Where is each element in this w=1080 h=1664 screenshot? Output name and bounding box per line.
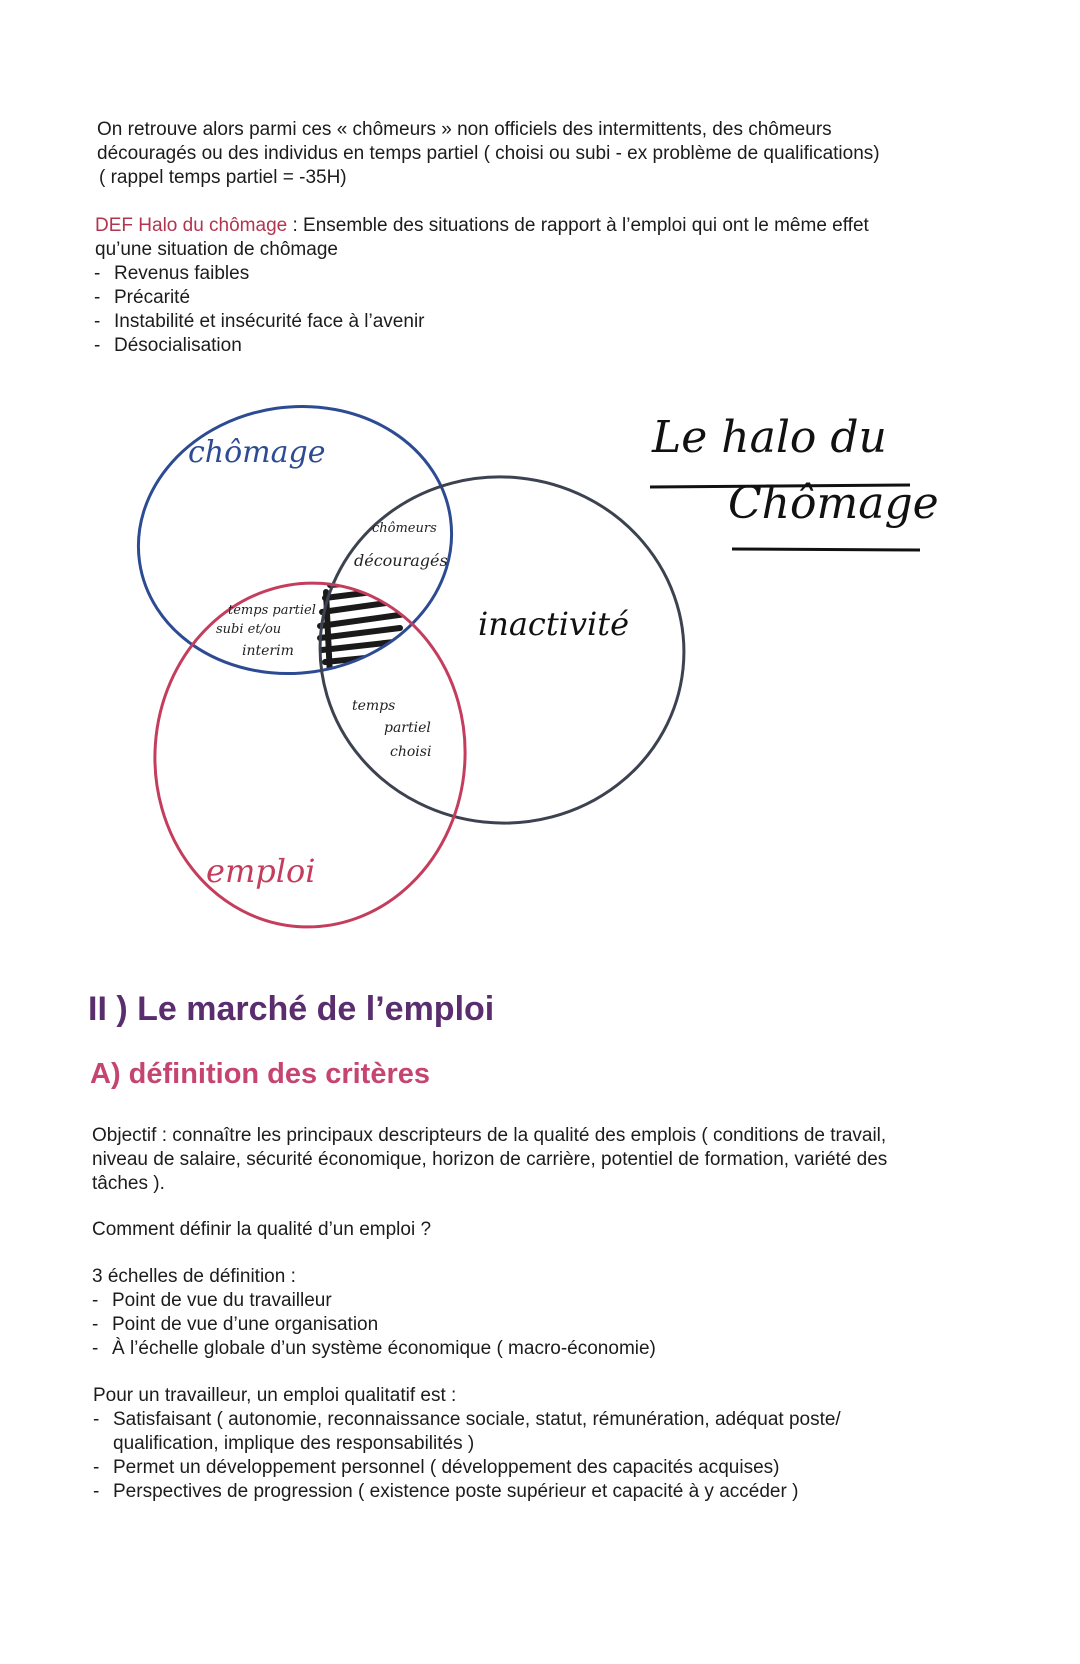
section-title: II ) Le marché de l’emploi	[88, 990, 495, 1028]
intro-line-2: découragés ou des individus en temps partiel ( choisi ou subi - ex problème de qualifications)	[97, 143, 880, 164]
definition-list	[92, 262, 692, 358]
echelle-item: - Point de vue d’une organisation	[90, 1313, 990, 1337]
label-chomage: chômage	[188, 435, 326, 470]
definition-item: - Instabilité et insécurité face à l’avenir	[92, 310, 692, 334]
label-chomeurs: chômeurs	[372, 521, 437, 536]
objectif-line-2: niveau de salaire, sécurité économique, horizon de carrière, potentiel de formation, variété des	[92, 1149, 888, 1170]
intro-line-3: ( rappel temps partiel = -35H)	[99, 167, 347, 188]
definition-item: - Désocialisation	[92, 334, 692, 358]
label-temps-partiel-subi-1: temps partiel	[228, 603, 316, 618]
echelles-list-block	[90, 1289, 990, 1361]
chomage-circle	[121, 386, 469, 693]
objectif-line-1: Objectif : connaître les principaux descripteurs de la qualité des emplois ( conditions de travail,	[92, 1125, 887, 1146]
travailleur-item-1-line-2: qualification, implique des responsabilités )	[113, 1433, 475, 1454]
objectif-line-3: tâches ).	[92, 1173, 165, 1194]
triple-intersection-hatch	[320, 580, 408, 680]
intro-line-1: On retrouve alors parmi ces « chômeurs » non officiels des intermittents, des chômeurs	[97, 119, 832, 140]
label-temps-partiel-subi-2: subi et/ou	[216, 622, 282, 637]
travailleur-item-1-line-1: - Satisfaisant ( autonomie, reconnaissance sociale, statut, rémunération, adéquat poste/	[113, 1409, 841, 1430]
hatch-group	[320, 580, 408, 680]
halo-venn-diagram	[0, 380, 1080, 960]
inactivite-circle	[303, 459, 701, 841]
echelle-item: - À l’échelle globale d’un système économique ( macro-économie)	[90, 1337, 990, 1361]
label-temps-partiel-subi-3: interim	[242, 643, 294, 659]
travailleur-item: - Permet un développement personnel ( développement des capacités acquises)	[91, 1456, 991, 1480]
travailleur-item	[91, 1408, 991, 1456]
definition-line-2: qu’une situation de chômage	[95, 239, 338, 260]
definition-label: DEF Halo du chômage	[95, 215, 288, 236]
question-line: Comment définir la qualité d’un emploi ?	[92, 1219, 432, 1240]
definition-text: : Ensemble des situations de rapport à l’emploi qui ont le même effet	[287, 215, 869, 236]
definition-item: - Revenus faibles	[92, 262, 692, 286]
definition-item: - Précarité	[92, 286, 692, 310]
definition-line-1	[95, 214, 869, 238]
label-inactivite: inactivité	[478, 605, 630, 643]
echelles-intro: 3 échelles de définition :	[92, 1266, 296, 1287]
label-temps-partiel-choisi-3: choisi	[390, 744, 432, 760]
travailleur-list-block	[91, 1408, 991, 1504]
diagram-title-line-2: Chômage	[728, 478, 939, 529]
definition-list-block	[92, 262, 692, 358]
travailleur-list	[91, 1408, 991, 1504]
travailleur-item: - Perspectives de progression ( existence poste supérieur et capacité à y accéder )	[91, 1480, 991, 1504]
echelles-list	[90, 1289, 990, 1361]
title-underline-2	[732, 549, 920, 550]
travailleur-intro: Pour un travailleur, un emploi qualitatif est :	[93, 1385, 457, 1406]
label-emploi: emploi	[206, 852, 316, 890]
label-temps-partiel-choisi-1: temps	[352, 698, 396, 714]
echelle-item: - Point de vue du travailleur	[90, 1289, 990, 1313]
diagram-title-line-1: Le halo du	[652, 412, 887, 463]
label-temps-partiel-choisi-2: partiel	[384, 720, 431, 736]
label-decourages: découragés	[354, 551, 448, 570]
subsection-title: A) définition des critères	[90, 1058, 431, 1090]
